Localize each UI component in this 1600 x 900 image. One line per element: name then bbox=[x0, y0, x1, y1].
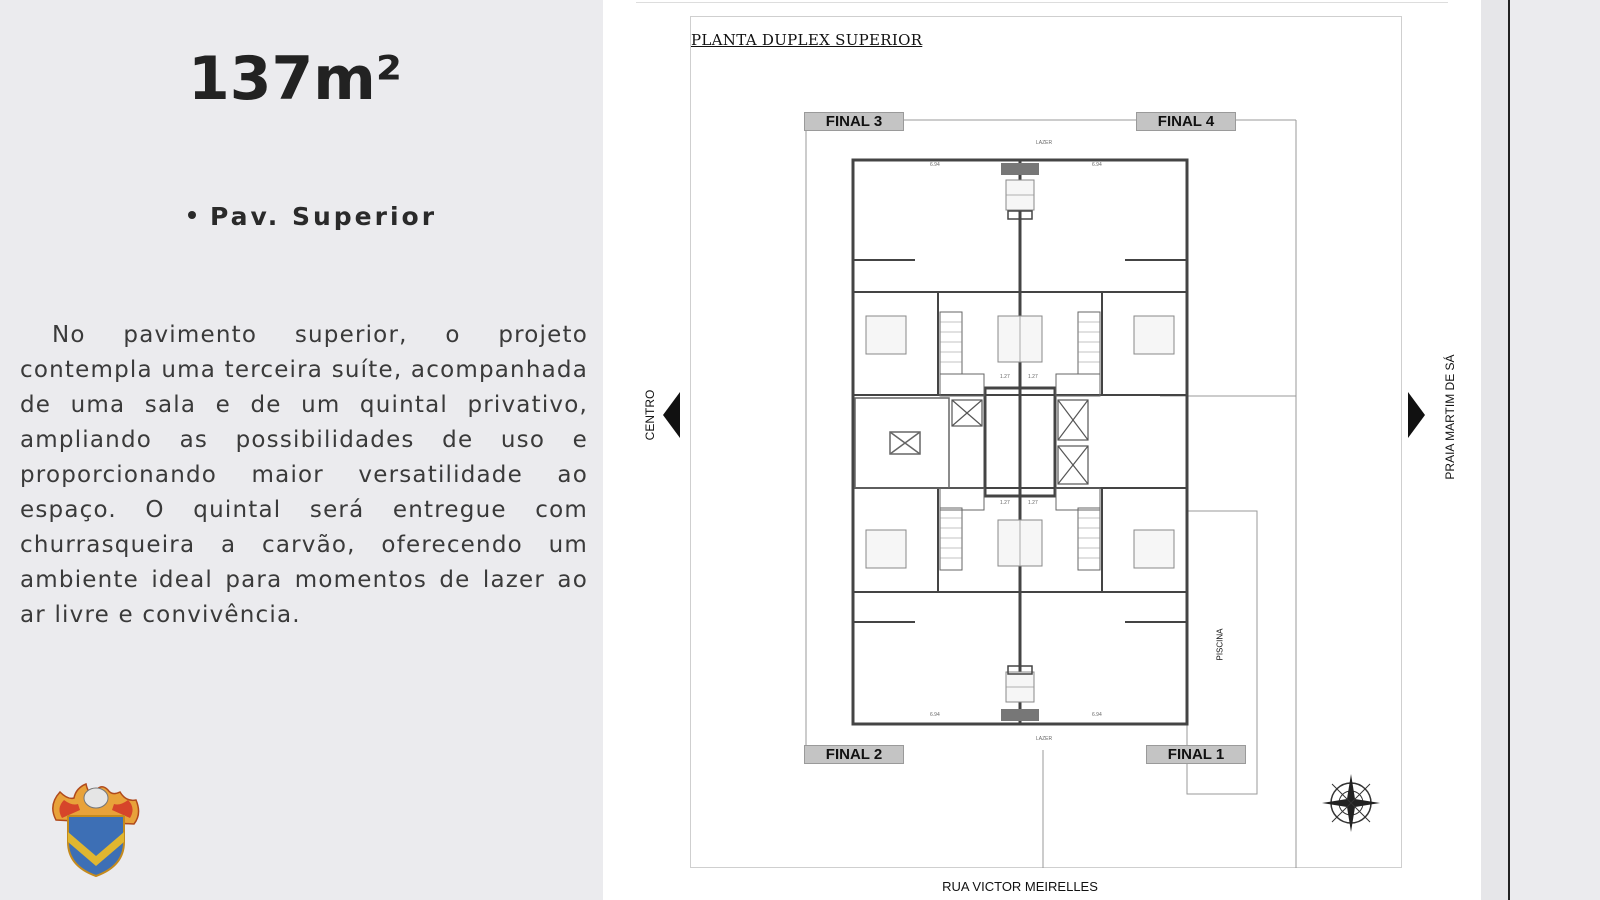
svg-text:1.27: 1.27 bbox=[1028, 500, 1038, 506]
svg-text:1.27: 1.27 bbox=[1000, 500, 1010, 506]
direction-label-praia: PRAIA MARTIM DE SÁ bbox=[1443, 354, 1457, 480]
svg-text:1.27: 1.27 bbox=[1028, 374, 1038, 380]
svg-text:6.94: 6.94 bbox=[930, 162, 940, 168]
right-arrow-icon bbox=[1408, 392, 1426, 438]
unit-label-final-3: FINAL 3 bbox=[804, 112, 904, 131]
direction-label-centro: CENTRO bbox=[643, 389, 657, 441]
svg-text:LAZER: LAZER bbox=[1036, 140, 1053, 146]
area-title: 137m² bbox=[187, 44, 403, 114]
unit-label-final-1: FINAL 1 bbox=[1146, 745, 1246, 764]
pool-label: PISCINA bbox=[1215, 628, 1225, 661]
svg-text:6.94: 6.94 bbox=[1092, 162, 1102, 168]
plan-title: PLANTA DUPLEX SUPERIOR bbox=[691, 31, 923, 49]
svg-text:6.94: 6.94 bbox=[1092, 712, 1102, 718]
svg-text:LAZER: LAZER bbox=[1036, 736, 1053, 742]
svg-text:1.27: 1.27 bbox=[1000, 374, 1010, 380]
compass-icon bbox=[1320, 772, 1382, 834]
unit-label-final-2: FINAL 2 bbox=[804, 745, 904, 764]
svg-text:6.94: 6.94 bbox=[930, 712, 940, 718]
description-text: No pavimento superior, o projeto contempla uma terceira suíte, acompanhada de uma sala e de um quintal privativo, ampliando as possibilidades de uso e proporcionando maior versatilidade ao espaço. O quintal será entregue com churrasqueira a carvão, oferecendo um ambiente ideal para momentos de lazer ao ar livre e convivência. bbox=[20, 322, 588, 628]
street-label: RUA VICTOR MEIRELLES bbox=[942, 879, 1098, 894]
left-arrow-icon bbox=[663, 392, 681, 438]
unit-label-final-4: FINAL 4 bbox=[1136, 112, 1236, 131]
floor-label: Pav. Superior bbox=[210, 202, 438, 231]
